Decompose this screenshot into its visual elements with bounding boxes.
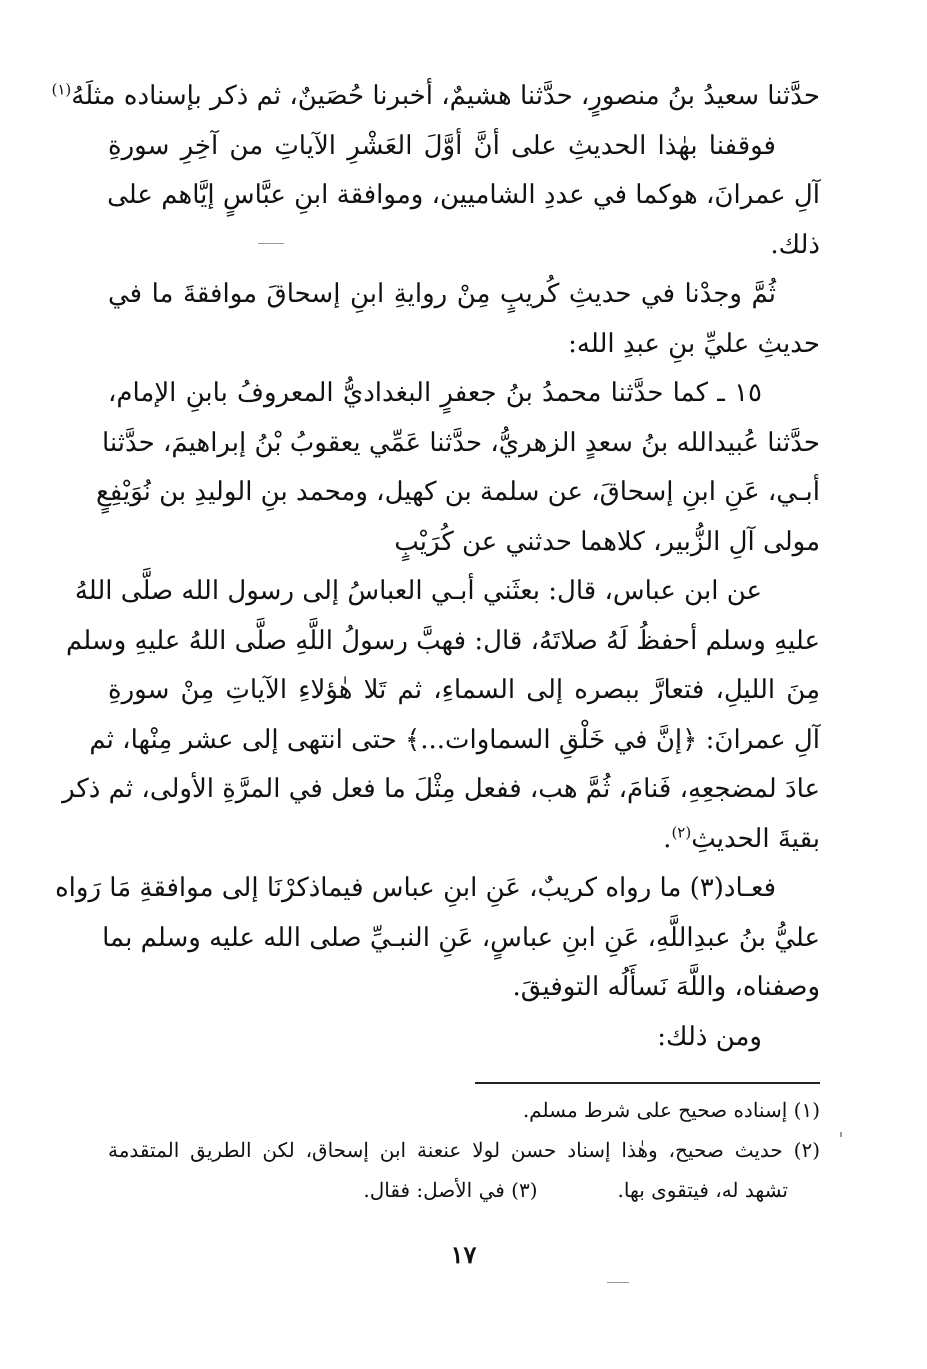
text-line: حديثِ عليِّ بنِ عبدِ الله: <box>568 328 820 359</box>
text-line: وصفناه، واللَّهَ نَسأَلُه التوفيقَ. <box>512 972 820 1002</box>
text-line: ومن ذلك: <box>657 1021 762 1052</box>
hadith-number-line: ١٥ ـ كما حدَّثنا محمدُ بنُ جعفرٍ البغداديُّ المعروفُ بابنِ الإمام، <box>108 378 762 408</box>
text-line: حدَّثنا سعيدُ بنُ منصورٍ، حدَّثنا هشيمٌ، أخبرنا حُصَينٌ، ثم ذكر بإسناده مثلَهُ$^{(١)}$ <box>51 80 820 111</box>
text-line: آلِ عمرانَ، هوكما في عددِ الشاميين، وموافقة ابنِ عبَّاسٍ إيَّاهم على <box>107 180 820 210</box>
page-number: ١٧ <box>450 1240 477 1269</box>
text-line: أبـي، عَنِ ابنِ إسحاقَ، عن سلمة بن كهيل، ومحمد بنِ الوليدِ بن نُوَيْفِعٍ <box>95 477 820 507</box>
text-line: عليُّ بنُ عبدِاللَّهِ، عَنِ ابنِ عباسٍ، عَنِ النبـيِّ صلى الله عليه وسلم بما <box>102 922 820 953</box>
text-line: فعـاد(٣) ما رواه كريبٌ، عَنِ ابنِ عباس فيماذكرْنَا إلى موافقةِ مَا رَواه <box>55 873 776 903</box>
text-line: حدَّثنا عُبيدالله بنُ سعدٍ الزهريُّ، حدَّثنا عَمِّي يعقوبُ بْنُ إبراهيمَ، حدَّثنا <box>101 427 820 458</box>
footnote-ref[interactable]: (٢) <box>671 822 692 841</box>
main-text <box>51 72 820 1062</box>
scan-speck <box>607 1282 629 1283</box>
scan-speck <box>840 1132 842 1137</box>
footnote: (٢) حديث صحيح، وهٰذا إسناد حسن لولا عنعنة ابن إسحاق، لكن الطريق المتقدمة <box>108 1138 820 1162</box>
text-line: عن ابن عباس، قال: بعثَني أبـي العباسُ إلى رسول الله صلَّى اللهُ <box>74 576 762 606</box>
text-line: ذلك. <box>770 229 820 260</box>
text-line: مولى آلِ الزُّبير، كلاهما حدثني عن كُرَيْبٍ <box>394 526 820 557</box>
footnotes <box>108 1090 820 1210</box>
footnote-divider <box>475 1082 820 1084</box>
footnote: (٣) في الأصل: فقال. <box>363 1178 538 1202</box>
text-line: آلِ عمرانَ: ﴿إنَّ في خَلْقِ السماوات...﴾ حتى انتهى إلى عشر مِنْها، ثم <box>89 724 820 755</box>
text-line: مِنَ الليلِ، فتعارَّ ببصره إلى السماءِ، ثم تَلا هٰؤلاءِ الآياتِ مِنْ سورةِ <box>108 675 820 705</box>
text-line: ثُمَّ وجدْنا في حديثِ كُريبٍ مِنْ روايةِ ابنِ إسحاقَ موافقةَ ما في <box>108 279 776 309</box>
footnote-ref[interactable]: (١) <box>51 80 72 99</box>
text-line: بقيةَ الحديثِ$^{(٢)}$. <box>663 822 820 854</box>
text-line: فوقفنا بهٰذا الحديثِ على أنَّ أوَّلَ العَشْرِ الآياتِ من آخِرِ سورةِ <box>108 130 776 161</box>
footnote-continuation: تشهد له، فيتقوى بها.(٣) في الأصل: فقال. <box>363 1178 788 1202</box>
scan-speck <box>258 243 284 244</box>
footnote: (١) إسناده صحيح على شرط مسلم. <box>522 1098 820 1122</box>
text-line: عليهِ وسلم أحفظُ لَهُ صلاتَهُ، قال: فهبَّ رسولُ اللَّهِ صلَّى اللهُ عليهِ وسلم <box>66 625 820 656</box>
text-line: عادَ لمضجعِهِ، فَنامَ، ثُمَّ هب، ففعل مِثْلَ ما فعل في المرَّةِ الأولى، ثم ذكر <box>62 774 820 804</box>
